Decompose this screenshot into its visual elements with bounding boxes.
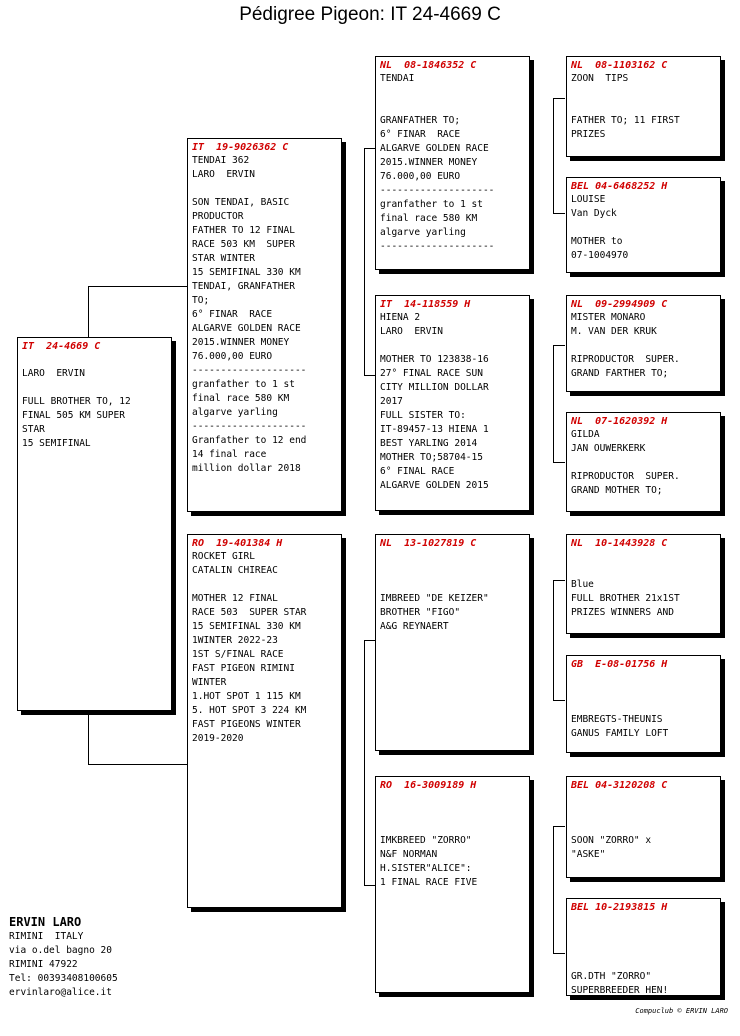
pigeon-info-line: 1ST S/FINAL RACE xyxy=(192,649,284,660)
connector xyxy=(364,148,365,375)
pigeon-info-line: CATALIN CHIREAC xyxy=(192,565,278,576)
ring-number: NL 13-1027819 C xyxy=(380,538,477,549)
pigeon-info-line xyxy=(571,792,716,806)
pigeon-info-line: GANUS FAMILY LOFT xyxy=(571,728,669,739)
pigeon-info-line: RIPRODUCTOR SUPER. xyxy=(571,354,680,365)
pigeon-info-line xyxy=(380,806,525,820)
pigeon-info-line: 27° FINAL RACE SUN xyxy=(380,368,483,379)
ring-number: NL 08-1846352 C xyxy=(380,60,477,71)
pigeon-info-line: 1.HOT SPOT 1 115 KM xyxy=(192,691,301,702)
pigeon-info-line xyxy=(571,564,716,578)
pigeon-info-line: Blue xyxy=(571,579,594,590)
owner-email: ervinlaro@alice.it xyxy=(9,987,112,998)
pigeon-info-line: STAR WINTER xyxy=(192,253,255,264)
pigeon-info-line: FATHER TO 12 FINAL xyxy=(192,225,295,236)
pigeon-info-line xyxy=(571,942,716,956)
pigeon-card-ddd[interactable] xyxy=(566,898,721,996)
pigeon-info-line: FULL BROTHER 21x1ST xyxy=(571,593,680,604)
pigeon-info-line: PRODUCTOR xyxy=(192,211,244,222)
pigeon-info-line xyxy=(380,86,525,100)
ring-number: IT 14-118559 H xyxy=(380,299,471,310)
pigeon-info-line xyxy=(571,806,716,820)
pigeon-info-line: Granfather to 12 end xyxy=(192,435,307,446)
pigeon-info-line: GR.DTH "ZORRO" xyxy=(571,971,652,982)
pigeon-info-line: 1 FINAL RACE FIVE xyxy=(380,877,478,888)
pigeon-info-line xyxy=(571,671,716,685)
pigeon-info-line: TENDAI, GRANFATHER xyxy=(192,281,295,292)
footer-credit: Compuclub © ERVIN LARO xyxy=(635,1007,728,1015)
pigeon-info-line: Van Dyck xyxy=(571,208,617,219)
owner-line: RIMINI 47922 xyxy=(9,959,78,970)
pigeon-info-line xyxy=(22,353,167,367)
pigeon-info-line: million dollar 2018 xyxy=(192,463,301,474)
pigeon-info-line: GILDA xyxy=(571,429,600,440)
pigeon-info-line: BROTHER "FIGO" xyxy=(380,607,461,618)
pigeon-info-line: CITY MILLION DOLLAR xyxy=(380,382,489,393)
connector xyxy=(88,286,89,341)
pigeon-info-line: LOUISE xyxy=(571,194,606,205)
ring-number: NL 07-1620392 H xyxy=(571,416,668,427)
pigeon-info-line xyxy=(571,550,716,564)
pigeon-info-line: SUPERBREEDER HEN! xyxy=(571,985,669,996)
pigeon-info-line: LARO ERVIN xyxy=(192,169,255,180)
pigeon-info-line: SON TENDAI, BASIC xyxy=(192,197,290,208)
owner-name: ERVIN LARO xyxy=(9,915,82,929)
pigeon-info-line: 15 SEMIFINAL 330 KM xyxy=(192,267,301,278)
pigeon-card-dss[interactable] xyxy=(566,534,721,634)
pigeon-info-line: algarve yarling xyxy=(192,407,278,418)
pigeon-info-line: final race 580 KM xyxy=(192,393,290,404)
pigeon-info-line: PRIZES WINNERS AND xyxy=(571,607,674,618)
connector xyxy=(553,345,565,346)
pigeon-info-line: TO; xyxy=(192,295,210,306)
pigeon-card-dam[interactable] xyxy=(187,534,342,908)
owner-line: RIMINI ITALY xyxy=(9,931,84,942)
pigeon-card-ssd[interactable] xyxy=(566,177,721,273)
pigeon-info-line: FULL SISTER TO: xyxy=(380,410,466,421)
pigeon-card-dsd[interactable] xyxy=(566,655,721,753)
pigeon-card-sire[interactable] xyxy=(187,138,342,512)
pigeon-info-line: M. VAN DER KRUK xyxy=(571,326,657,337)
pigeon-info-line xyxy=(571,86,716,100)
ring-number: NL 10-1443928 C xyxy=(571,538,668,549)
connector xyxy=(364,640,365,885)
pigeon-info-line xyxy=(380,339,525,353)
pigeon-info-line xyxy=(380,564,525,578)
connector xyxy=(553,213,565,214)
pigeon-info-line: RIPRODUCTOR SUPER. xyxy=(571,471,680,482)
pigeon-info-line: 6° FINAR RACE xyxy=(380,129,461,140)
pigeon-card-sire-sire[interactable] xyxy=(375,56,530,270)
ring-number: BEL 10-2193815 H xyxy=(571,902,668,913)
pigeon-info-line: "ASKE" xyxy=(571,849,606,860)
pigeon-info-line: MOTHER TO;58704-15 xyxy=(380,452,483,463)
pigeon-info-line: H.SISTER"ALICE": xyxy=(380,863,472,874)
pigeon-info-line xyxy=(380,820,525,834)
pigeon-info-line: 07-1004970 xyxy=(571,250,629,261)
ring-number: GB E-08-01756 H xyxy=(571,659,668,670)
connector xyxy=(553,98,565,99)
connector xyxy=(553,462,565,463)
connector xyxy=(553,826,565,827)
connector xyxy=(88,286,189,287)
connector xyxy=(553,580,565,581)
pigeon-info-line: 14 final race xyxy=(192,449,267,460)
pigeon-info-line: 76.000,00 EURO xyxy=(380,171,461,182)
pigeon-info-line: FULL BROTHER TO, 12 xyxy=(22,396,131,407)
connector xyxy=(88,707,89,764)
ring-number: RO 19-401384 H xyxy=(192,538,283,549)
pigeon-card-dam-sire[interactable] xyxy=(375,534,530,751)
pigeon-info-line: ALGARVE GOLDEN RACE xyxy=(192,323,301,334)
pigeon-info-line: 15 SEMIFINAL xyxy=(22,438,91,449)
pigeon-info-line xyxy=(22,381,167,395)
ring-number: NL 09-2994909 C xyxy=(571,299,668,310)
pigeon-info-line: STAR xyxy=(22,424,45,435)
connector xyxy=(553,345,554,462)
connector xyxy=(553,700,565,701)
pigeon-info-line xyxy=(571,914,716,928)
pigeon-info-line: MOTHER TO 123838-16 xyxy=(380,354,489,365)
pigeon-info-line: PRIZES xyxy=(571,129,606,140)
pigeon-info-line: IMBREED "DE KEIZER" xyxy=(380,593,489,604)
connector xyxy=(553,826,554,953)
pigeon-info-line xyxy=(380,792,525,806)
pigeon-card-dds[interactable] xyxy=(566,776,721,878)
pigeon-info-line: ALGARVE GOLDEN 2015 xyxy=(380,480,489,491)
ring-number: BEL 04-6468252 H xyxy=(571,181,668,192)
pigeon-card-sdd[interactable] xyxy=(566,412,721,512)
connector xyxy=(553,953,565,954)
ring-number: BEL 04-3120208 C xyxy=(571,780,668,791)
pigeon-info-line: FINAL 505 KM SUPER xyxy=(22,410,125,421)
pigeon-info-line: SOON "ZORRO" x xyxy=(571,835,652,846)
pigeon-info-line: TENDAI xyxy=(380,73,415,84)
pigeon-info-line: GRANFATHER TO; xyxy=(380,115,461,126)
pigeon-info-line: LARO ERVIN xyxy=(380,326,443,337)
pigeon-info-line xyxy=(571,956,716,970)
pigeon-info-line: FAST PIGEONS WINTER xyxy=(192,719,301,730)
ring-number: NL 08-1103162 C xyxy=(571,60,668,71)
pigeon-info-line: 2015.WINNER MONEY xyxy=(192,337,290,348)
page-title: Pédigree Pigeon: IT 24-4669 C xyxy=(239,4,501,25)
connector xyxy=(553,98,554,213)
pigeon-info-line xyxy=(571,100,716,114)
owner-line: via o.del bagno 20 xyxy=(9,945,112,956)
pigeon-info-line: ALGARVE GOLDEN RACE xyxy=(380,143,489,154)
pigeon-info-line: TENDAI 362 xyxy=(192,155,250,166)
pigeon-info-line xyxy=(571,456,716,470)
pigeon-info-line: granfather to 1 st xyxy=(380,199,483,210)
pigeon-info-line: N&F NORMAN xyxy=(380,849,438,860)
pigeon-info-line: -------------------- xyxy=(380,241,495,252)
pigeon-info-line: 76.000,00 EURO xyxy=(192,351,273,362)
ring-number: IT 24-4669 C xyxy=(22,341,101,352)
pigeon-info-line: 6° FINAL RACE xyxy=(380,466,455,477)
pigeon-info-line: 6° FINAR RACE xyxy=(192,309,273,320)
pigeon-info-line: RACE 503 KM SUPER xyxy=(192,239,295,250)
pigeon-info-line xyxy=(571,339,716,353)
pigeon-info-line: EMBREGTS-THEUNIS xyxy=(571,714,663,725)
pigeon-info-line xyxy=(380,100,525,114)
pigeon-info-line xyxy=(571,928,716,942)
pigeon-info-line: LARO ERVIN xyxy=(22,368,85,379)
pigeon-info-line xyxy=(192,578,337,592)
pigeon-info-line xyxy=(571,685,716,699)
pigeon-info-line xyxy=(571,221,716,235)
pigeon-info-line xyxy=(192,182,337,196)
owner-phone: Tel: 00393408100605 xyxy=(9,973,118,984)
pigeon-info-line: -------------------- xyxy=(192,421,307,432)
pigeon-card-sds[interactable] xyxy=(566,295,721,392)
pigeon-info-line: HIENA 2 xyxy=(380,312,421,323)
pigeon-card-subject[interactable] xyxy=(17,337,172,711)
pigeon-info-line: algarve yarling xyxy=(380,227,466,238)
pigeon-info-line: GRAND FARTHER TO; xyxy=(571,368,669,379)
connector xyxy=(88,764,189,765)
pigeon-info-line: 1WINTER 2022-23 xyxy=(192,635,278,646)
pigeon-info-line: MISTER MONARO xyxy=(571,312,646,323)
pigeon-info-line: FATHER TO; 11 FIRST xyxy=(571,115,680,126)
pigeon-info-line: WINTER xyxy=(192,677,227,688)
pigeon-info-line xyxy=(380,550,525,564)
pigeon-card-dam-dam[interactable] xyxy=(375,776,530,993)
pigeon-info-line: -------------------- xyxy=(380,185,495,196)
ring-number: RO 16-3009189 H xyxy=(380,780,477,791)
pigeon-card-sss[interactable] xyxy=(566,56,721,157)
owner-block xyxy=(9,914,118,1000)
pigeon-info-line: 2019-2020 xyxy=(192,733,244,744)
pigeon-info-line xyxy=(380,578,525,592)
pigeon-info-line: A&G REYNAERT xyxy=(380,621,449,632)
pigeon-info-line: 5. HOT SPOT 3 224 KM xyxy=(192,705,307,716)
pigeon-info-line: ZOON TIPS xyxy=(571,73,629,84)
pigeon-info-line: FAST PIGEON RIMINI xyxy=(192,663,295,674)
pigeon-info-line: MOTHER to xyxy=(571,236,623,247)
pigeon-info-line: IT-89457-13 HIENA 1 xyxy=(380,424,489,435)
pigeon-info-line: MOTHER 12 FINAL xyxy=(192,593,278,604)
pigeon-info-line: 2017 xyxy=(380,396,403,407)
ring-number: IT 19-9026362 C xyxy=(192,142,289,153)
pigeon-info-line: final race 580 KM xyxy=(380,213,478,224)
pigeon-info-line: JAN OUWERKERK xyxy=(571,443,646,454)
pigeon-info-line: -------------------- xyxy=(192,365,307,376)
pigeon-info-line: BEST YARLING 2014 xyxy=(380,438,478,449)
pigeon-card-sire-dam[interactable] xyxy=(375,295,530,511)
pigeon-info-line: 2015.WINNER MONEY xyxy=(380,157,478,168)
pigeon-info-line xyxy=(571,820,716,834)
pigeon-info-line: 15 SEMIFINAL 330 KM xyxy=(192,621,301,632)
pigeon-info-line xyxy=(571,699,716,713)
pigeon-info-line: GRAND MOTHER TO; xyxy=(571,485,663,496)
connector xyxy=(553,580,554,700)
pigeon-info-line: granfather to 1 st xyxy=(192,379,295,390)
pigeon-info-line: ROCKET GIRL xyxy=(192,551,255,562)
pigeon-info-line: IMKBREED "ZORRO" xyxy=(380,835,472,846)
pigeon-info-line: RACE 503 SUPER STAR xyxy=(192,607,307,618)
